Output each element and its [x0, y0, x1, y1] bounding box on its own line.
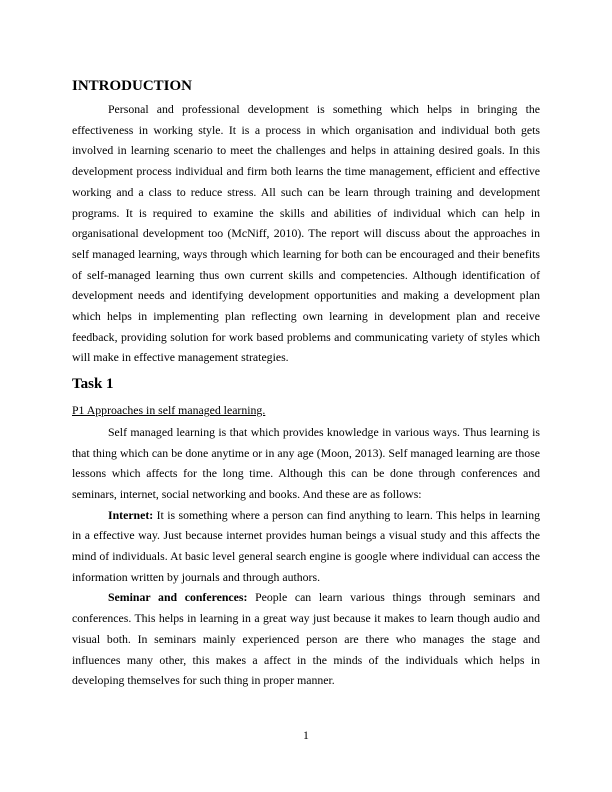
internet-text: It is something where a person can find anything to learn. This helps in learning in a effective way. Just because internet provides human beings a visual study and this affects the mind of individuals. At basic level general search engine is google where individual can access the information written by journals and through authors. [72, 507, 540, 584]
task-1-heading: Task 1 [72, 376, 114, 393]
seminar-lead: Seminar and conferences: [108, 590, 248, 605]
self-managed-learning-paragraph: Self managed learning is that which provides knowledge in various ways. Thus learning is that thing which can be done anytime or in any age (Moon, 2013). Self managed learning are those lessons which affects for the long time. Although this can be done through conferences and seminars, internet, social networking and books. And these are as follows: [72, 424, 540, 501]
p1-subheading: P1 Approaches in self managed learning. [72, 403, 266, 418]
introduction-heading: INTRODUCTION [72, 78, 193, 94]
introduction-paragraph: Personal and professional development is something which helps in bringing the effectiveness in working style. It is a process in which organisation and individual both gets involved in learning scenario to meet the challenges and helps in attaining desired goals. In this development process individual and firm both learns the time management, efficient and effective working and a class to reduce stress. All such can be learn through training and development programs. It is required to examine the skills and abilities of individual which can help in organisational development too (McNiff, 2010). The report will discuss about the approaches in self managed learning, ways through which learning for both can be encouraged and their benefits of self-managed learning thus own current skills and competencies. Although identification of development needs and identifying development opportunities and making a development plan which helps in implementing plan reflecting own learning in development plan and receive feedback, providing solution for work based problems and communicating variety of styles which will make in effective management strategies. [72, 102, 540, 365]
internet-paragraph [72, 505, 540, 588]
seminar-paragraph [72, 587, 540, 691]
internet-lead: Internet: [108, 507, 154, 522]
seminar-text: People can learn various things through seminars and conferences. This helps in learning in a great way just because it makes to learn though audio and visual both. In seminars mainly experienced person are there who manages the stage and influences many other, this makes a affect in the minds of the individuals which helps in developing themselves for such thing in proper manner. [72, 590, 540, 688]
document-page [72, 76, 540, 691]
page-number: 1 [303, 728, 309, 742]
